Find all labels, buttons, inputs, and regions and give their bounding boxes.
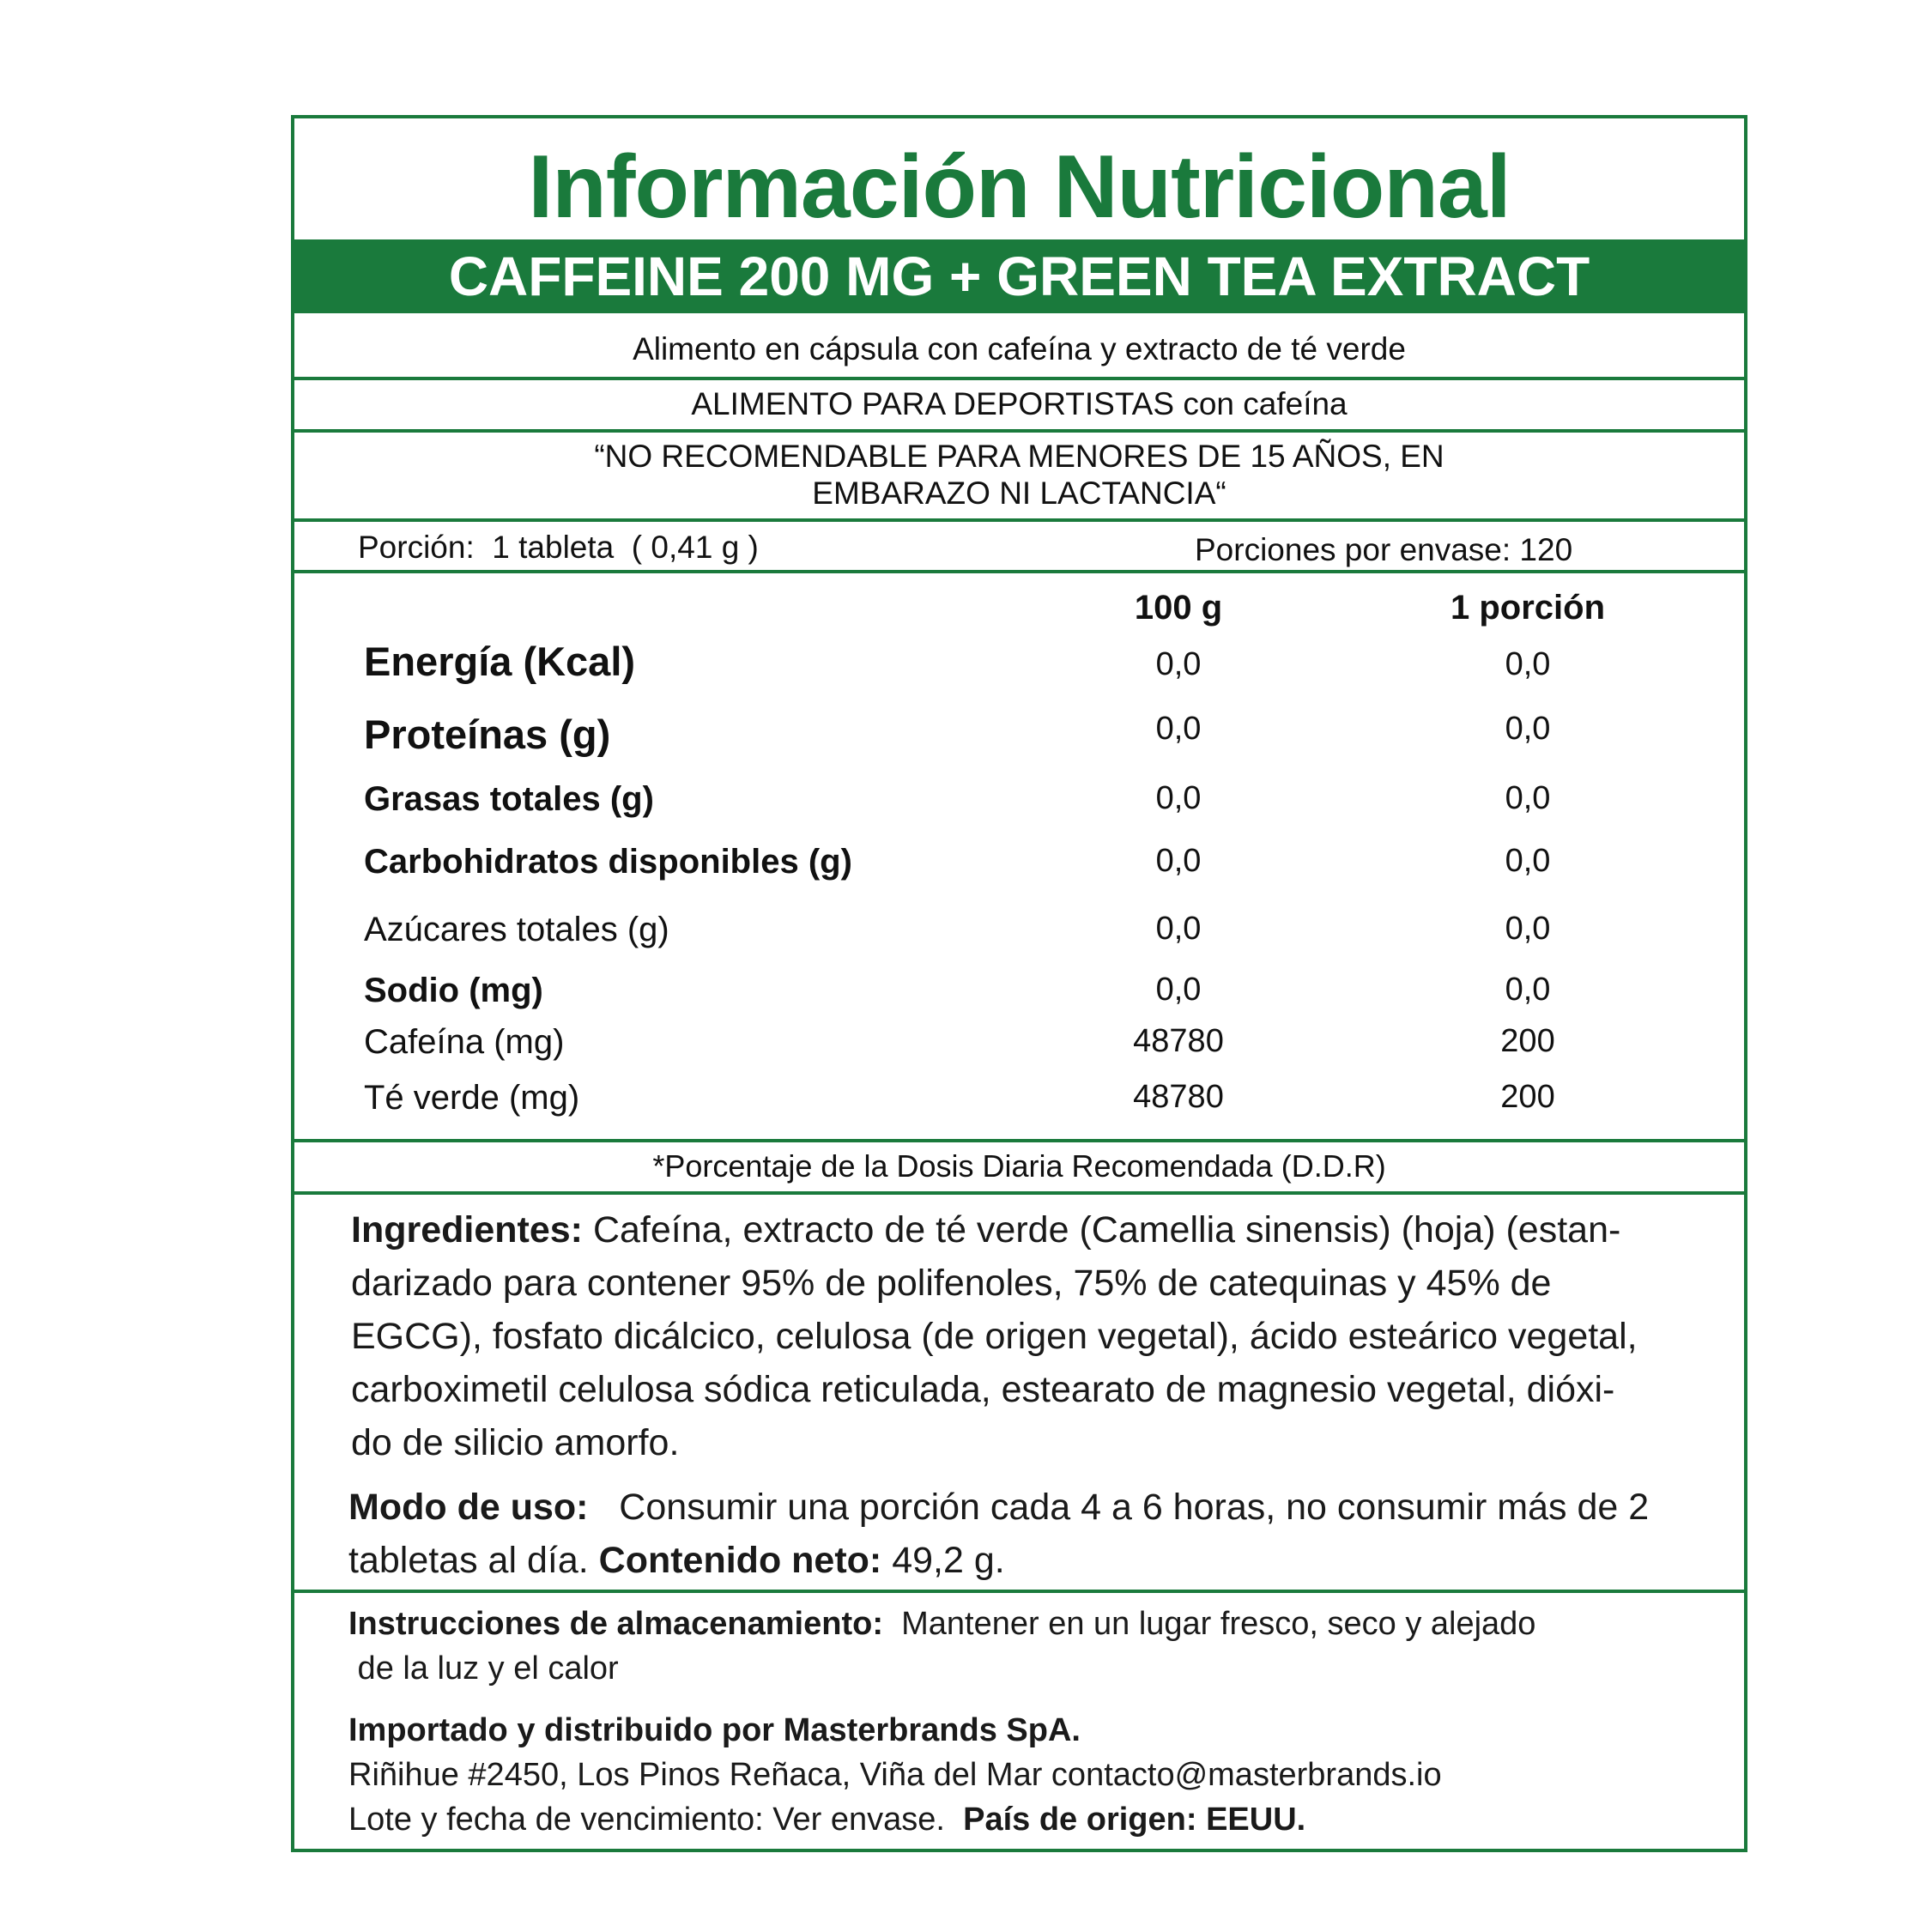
nutrient-value-100g: 0,0 [1155, 911, 1202, 947]
nutrient-value-portion: 0,0 [1505, 646, 1551, 682]
nutrient-value-portion: 0,0 [1505, 972, 1551, 1008]
divider [294, 1590, 1744, 1593]
divider [294, 518, 1744, 522]
nutrient-name: Carbohidratos disponibles (g) [364, 843, 852, 881]
usage-label: Modo de uso: [348, 1487, 589, 1528]
table-row [294, 638, 1744, 686]
nutrient-name: Cafeína (mg) [364, 1023, 565, 1061]
table-row [294, 780, 1744, 828]
table-row [294, 1079, 1744, 1127]
nutrient-value-portion: 0,0 [1505, 843, 1551, 879]
column-header-portion: 1 porción [1450, 589, 1606, 627]
lot-info: Lote y fecha de vencimiento: Ver envase. [348, 1802, 964, 1838]
nutrient-value-100g: 0,0 [1155, 711, 1202, 747]
nutrient-value-100g: 48780 [1133, 1023, 1224, 1059]
storage-text: Mantener en un lugar fresco, seco y alejado [882, 1606, 1536, 1642]
ingredients-line: carboximetil celulosa sódica reticulada, estearato de magnesio vegetal, dióxi- [351, 1369, 1615, 1410]
ingredients-line [351, 1203, 1724, 1257]
nutrient-name: Energía (Kcal) [364, 639, 636, 684]
storage-line: de la luz y el calor [348, 1650, 619, 1687]
table-row [294, 1023, 1744, 1071]
ingredients-block [351, 1203, 1724, 1469]
usage-text: Consumir una porción cada 4 a 6 horas, no consumir más de 2 [588, 1487, 1650, 1528]
net-content-value: 49,2 g. [881, 1540, 1005, 1581]
ingredients-label: Ingredientes: [351, 1209, 583, 1251]
storage-label: Instrucciones de almacenamiento: [348, 1606, 883, 1642]
product-name-band: CAFFEINE 200 MG + GREEN TEA EXTRACT [294, 239, 1744, 313]
nutrient-value-portion: 0,0 [1505, 780, 1551, 816]
ingredients-text: Cafeína, extracto de té verde (Camellia sinensis) (hoja) (estan- [583, 1209, 1621, 1251]
country-of-origin: País de origen: EEUU. [963, 1802, 1306, 1838]
nutrient-value-100g: 0,0 [1155, 780, 1202, 816]
usage-line [348, 1481, 1722, 1534]
divider [294, 377, 1744, 380]
nutrient-value-100g: 0,0 [1155, 646, 1202, 682]
table-row [294, 972, 1744, 1020]
nutrient-value-100g: 48780 [1133, 1079, 1224, 1115]
label-title: Información Nutricional [528, 137, 1511, 237]
nutrient-value-portion: 0,0 [1505, 911, 1551, 947]
ingredients-line: EGCG), fosfato dicálcico, celulosa (de origen vegetal), ácido esteárico vegetal, [351, 1316, 1638, 1357]
serving-size: Porción: 1 tableta ( 0,41 g ) [358, 530, 759, 565]
divider [294, 429, 1744, 433]
importer-name: Importado y distribuido por Masterbrands SpA. [348, 1712, 1081, 1748]
ingredients-line: do de silicio amorfo. [351, 1422, 680, 1463]
nutrient-name: Sodio (mg) [364, 972, 543, 1009]
usage-line [348, 1534, 1722, 1587]
nutrient-value-portion: 0,0 [1505, 711, 1551, 747]
storage-line [348, 1602, 1722, 1646]
usage-block [348, 1481, 1722, 1587]
nutrient-name: Té verde (mg) [364, 1079, 580, 1117]
nutrient-name: Grasas totales (g) [364, 780, 654, 818]
ddr-note: *Porcentaje de la Dosis Diaria Recomendada (D.D.R) [652, 1148, 1386, 1184]
importer-block [348, 1708, 1722, 1842]
product-description: Alimento en cápsula con cafeína y extracto de té verde [633, 331, 1406, 366]
nutrition-label [291, 115, 1747, 1852]
warning-line-1: “NO RECOMENDABLE PARA MENORES DE 15 AÑOS, EN [594, 439, 1444, 474]
table-header [294, 589, 1744, 637]
divider [294, 570, 1744, 573]
servings-per-container: Porciones por envase: 120 [1195, 532, 1573, 567]
product-category: ALIMENTO PARA DEPORTISTAS con cafeína [691, 386, 1348, 421]
nutrient-name: Proteínas (g) [364, 712, 611, 757]
nutrient-name: Azúcares totales (g) [364, 911, 669, 948]
table-row [294, 911, 1744, 959]
usage-text: tabletas al día. [348, 1540, 599, 1581]
nutrient-value-portion: 200 [1500, 1023, 1555, 1059]
ingredients-line: darizado para contener 95% de polifenoles, 75% de catequinas y 45% de [351, 1263, 1552, 1304]
storage-block [348, 1602, 1722, 1691]
table-row [294, 711, 1744, 759]
lot-origin-line [348, 1797, 1722, 1842]
nutrient-value-100g: 0,0 [1155, 843, 1202, 879]
nutrient-value-portion: 200 [1500, 1079, 1555, 1115]
warning-line-2: EMBARAZO NI LACTANCIA“ [812, 475, 1226, 511]
importer-address: Riñihue #2450, Los Pinos Reñaca, Viña del Mar contacto@masterbrands.io [348, 1757, 1442, 1793]
divider [294, 1139, 1744, 1142]
nutrient-value-100g: 0,0 [1155, 972, 1202, 1008]
column-header-100g: 100 g [1134, 589, 1223, 627]
table-row [294, 843, 1744, 891]
divider [294, 1191, 1744, 1195]
net-content-label: Contenido neto: [598, 1540, 882, 1581]
